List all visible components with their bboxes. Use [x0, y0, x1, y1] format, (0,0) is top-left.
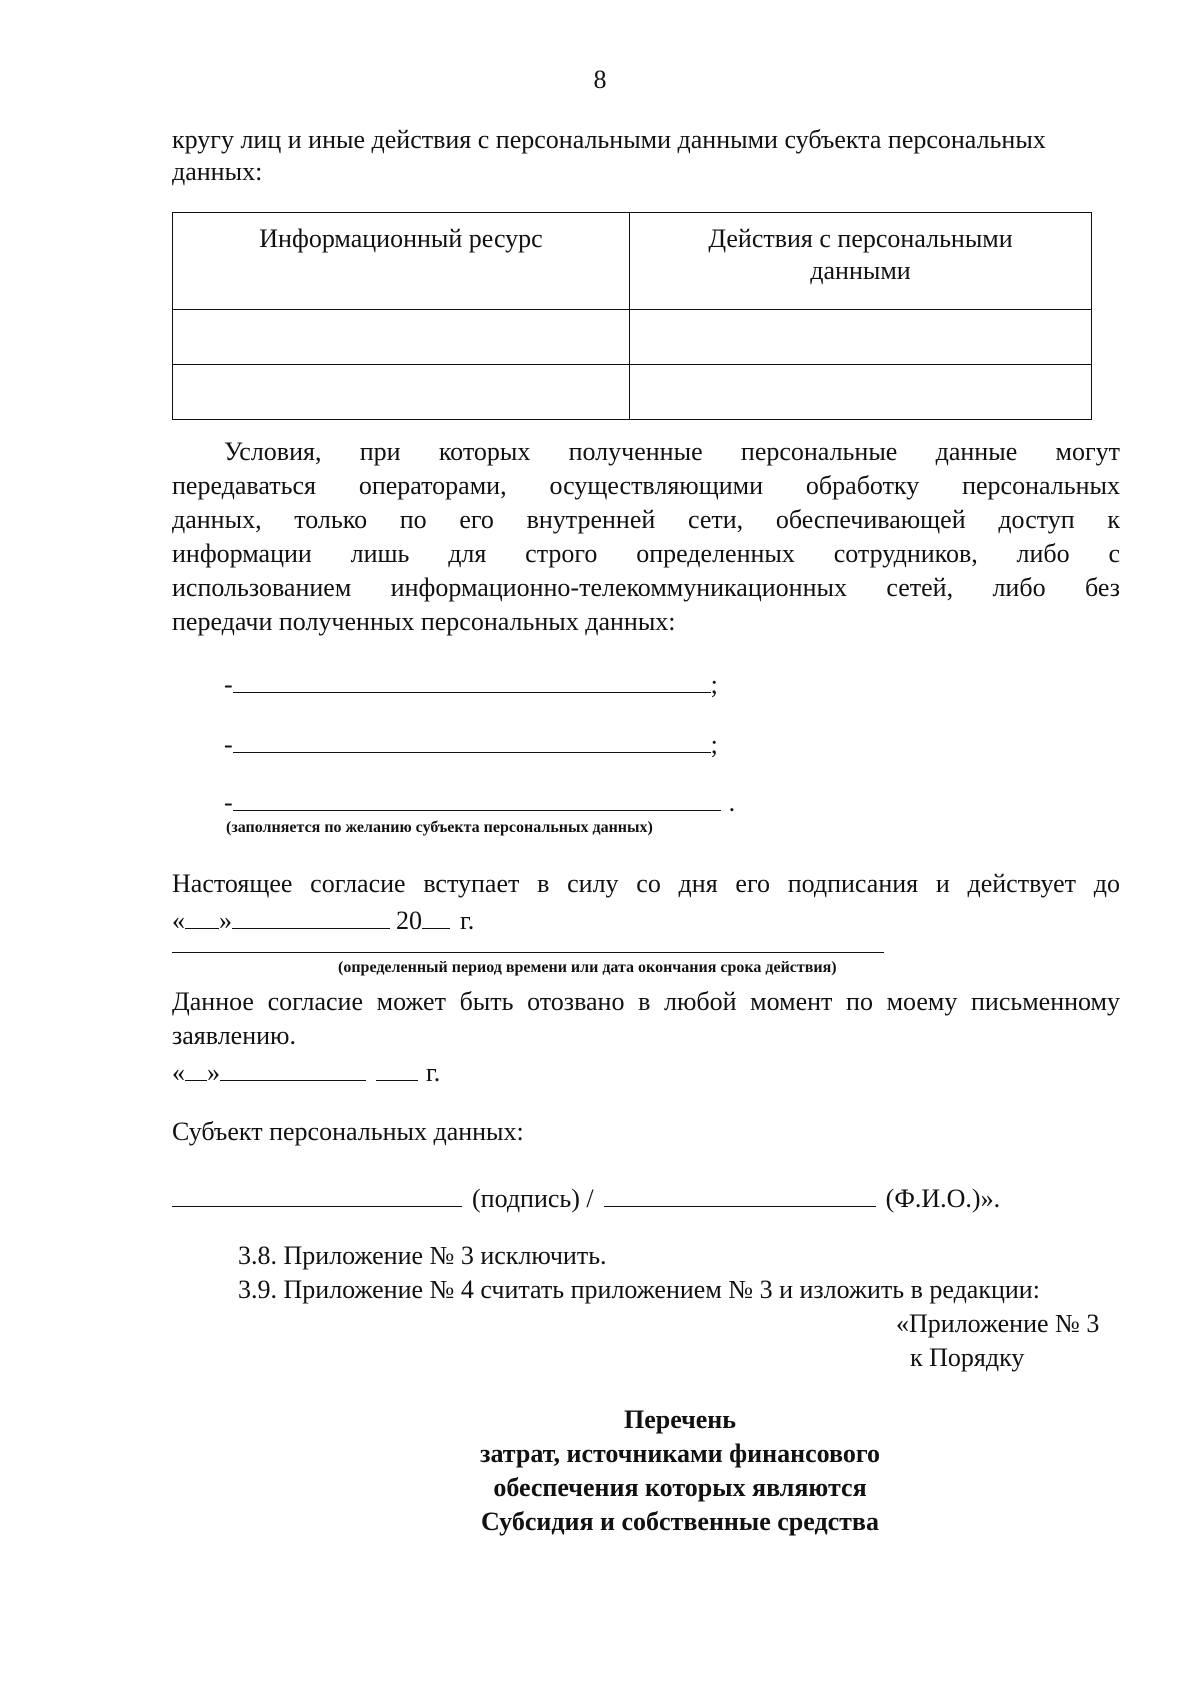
conditions-line-2: передаваться операторами, осуществляющими обработку персональных — [172, 471, 1120, 500]
revocation-line-2: заявлению. — [172, 1021, 296, 1050]
conditions-line-5: использованием информационно-телекоммуникационных сетей, либо без — [172, 573, 1120, 602]
open-quote: « — [172, 906, 185, 935]
blank-item — [224, 666, 718, 701]
period-note: (определенный период времени или дата окончания срока действия) — [338, 959, 837, 976]
day-blank[interactable] — [185, 902, 219, 929]
month-blank[interactable] — [220, 1054, 366, 1081]
table-cell — [173, 365, 630, 420]
revocation-line-1: Данное согласие может быть отозвано в любой момент по моему письменному — [172, 987, 1120, 1016]
conditions-line-6: передачи полученных персональных данных: — [172, 607, 676, 636]
blank-item-suffix: ; — [710, 730, 718, 759]
blank-line[interactable] — [233, 726, 711, 753]
blank-item — [224, 726, 718, 761]
table-cell — [630, 365, 1092, 420]
resource-actions-table — [172, 212, 1092, 420]
amendment-3-9: 3.9. Приложение № 4 считать приложением № 3 и изложить в редакции: — [238, 1275, 1040, 1304]
intro-line-2: данных: — [172, 157, 263, 186]
blank-item-prefix: - — [224, 730, 233, 759]
intro-line-1: кругу лиц и иные действия с персональными данными субъекта персональных — [172, 125, 1046, 154]
blank-item-prefix: - — [224, 670, 233, 699]
year-prefix: 20 — [396, 906, 422, 935]
table-cell — [173, 310, 630, 365]
year-suffix: г. — [426, 1058, 441, 1087]
list-title-line-4: Субсидия и собственные средства — [481, 1507, 879, 1536]
subject-label: Субъект персональных данных: — [172, 1117, 524, 1146]
appendix-ref-line-1: «Приложение № 3 — [896, 1309, 1100, 1338]
table-header-row — [173, 213, 1092, 310]
name-blank[interactable] — [604, 1180, 876, 1207]
year-blank[interactable] — [376, 1054, 418, 1081]
amendment-3-8: 3.8. Приложение № 3 исключить. — [238, 1241, 607, 1270]
blank-line[interactable] — [233, 784, 721, 811]
blank-item-suffix: . — [728, 788, 736, 817]
year-blank[interactable] — [422, 902, 450, 929]
blank-item-suffix: ; — [710, 670, 718, 699]
blank-item-prefix: - — [224, 788, 233, 817]
period-blank-line[interactable] — [172, 952, 884, 953]
close-quote: » — [219, 906, 232, 935]
validity-date — [172, 902, 474, 937]
appendix-ref-line-2: к Порядку — [910, 1343, 1025, 1372]
table-row — [173, 310, 1092, 365]
table-cell — [630, 310, 1092, 365]
list-title-line-2: затрат, источниками финансового — [480, 1439, 880, 1468]
blank-line[interactable] — [233, 666, 711, 693]
close-quote: » — [207, 1058, 220, 1087]
signature-line — [172, 1180, 1000, 1215]
table-header-actions: Действия с персональными данными — [630, 213, 1092, 310]
page-number: 8 — [593, 65, 607, 94]
list-title-line-3: обеспечения которых являются — [493, 1473, 867, 1502]
revocation-date — [172, 1054, 440, 1089]
month-blank[interactable] — [232, 902, 390, 929]
open-quote: « — [172, 1058, 185, 1087]
signature-label: (подпись) / — [472, 1184, 594, 1213]
fill-note: (заполняется по желанию субъекта персональных данных) — [226, 819, 653, 836]
blank-item — [224, 784, 735, 819]
list-title-line-1: Перечень — [623, 1405, 737, 1434]
year-suffix: г. — [460, 906, 475, 935]
day-blank[interactable] — [185, 1054, 207, 1081]
table-row — [173, 365, 1092, 420]
validity-line-1: Настоящее согласие вступает в силу со дня его подписания и действует до — [172, 869, 1120, 898]
signature-blank[interactable] — [172, 1180, 462, 1207]
conditions-line-3: данных, только по его внутренней сети, обеспечивающей доступ к — [172, 505, 1120, 534]
table-header-resource: Информационный ресурс — [173, 213, 630, 310]
conditions-line-4: информации лишь для строго определенных сотрудников, либо с — [172, 539, 1120, 568]
conditions-line-1: Условия, при которых полученные персональные данные могут — [224, 437, 1120, 466]
name-label: (Ф.И.О.)». — [885, 1184, 1001, 1213]
